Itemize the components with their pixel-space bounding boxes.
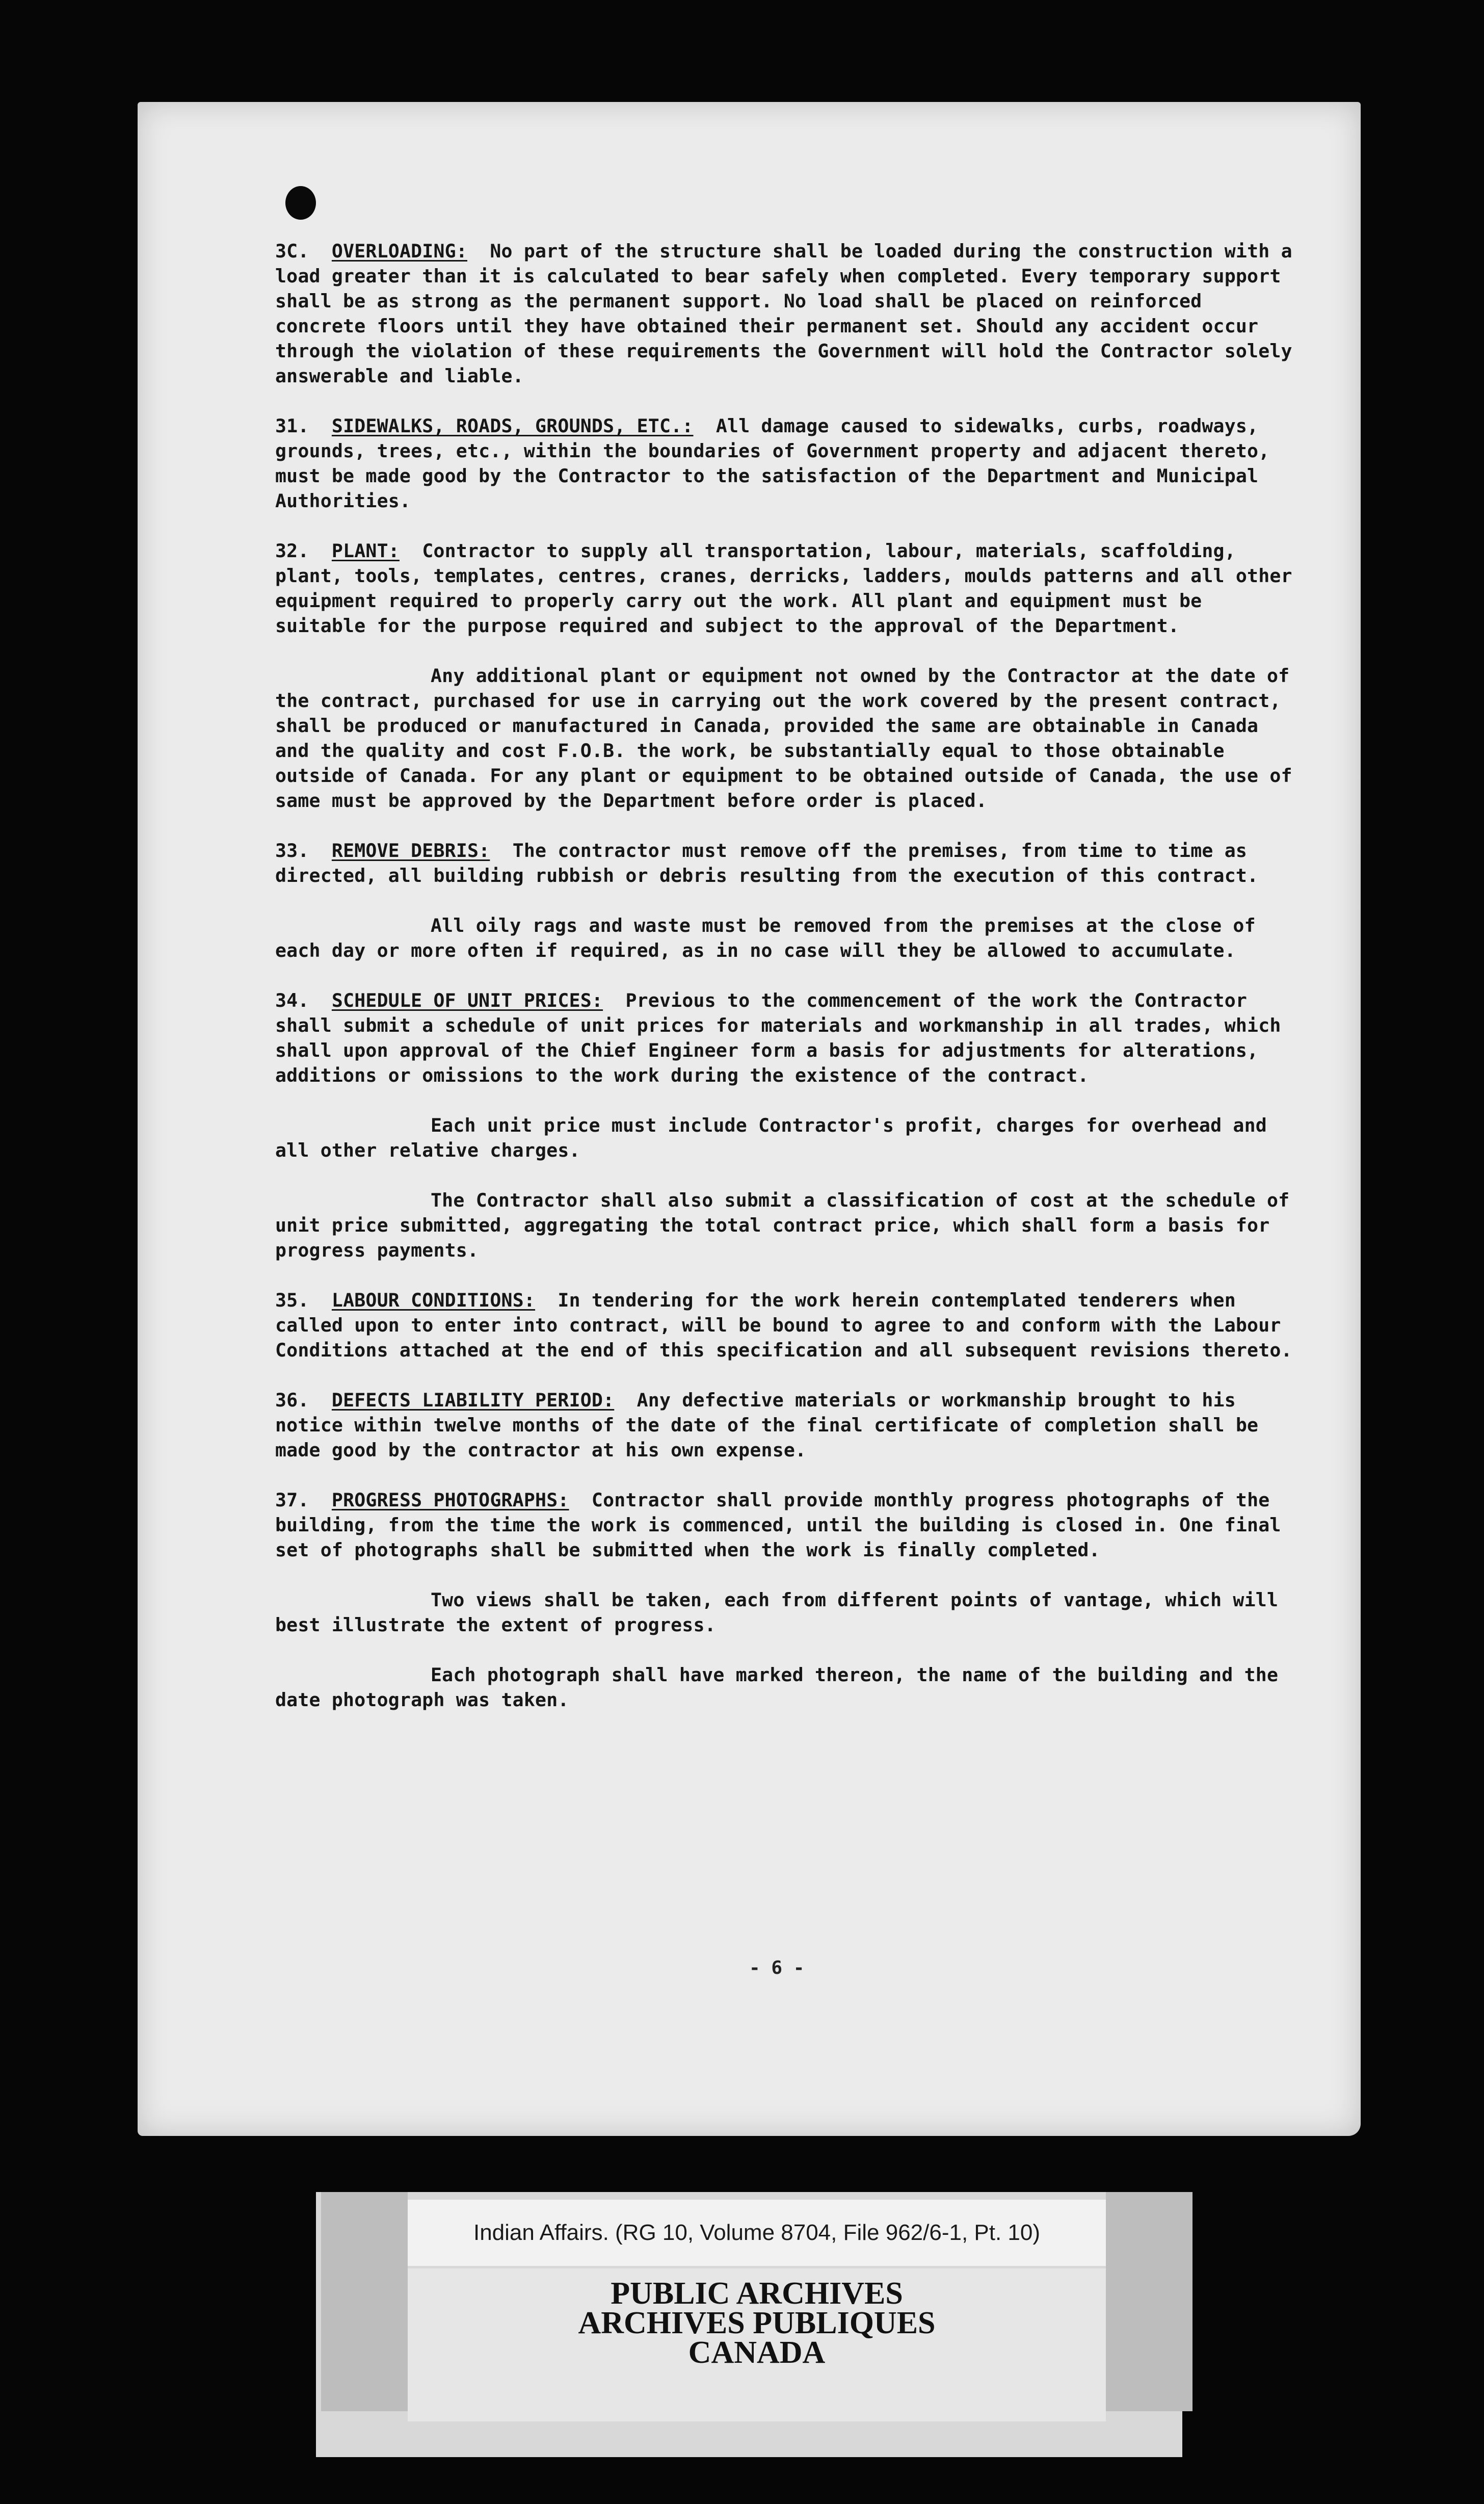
clause-33-paragraph-2: All oily rags and waste must be removed from the premises at the close of each day or more often if required, as in no case will they be allowed to accumulate. xyxy=(275,915,1267,961)
clause-number: 3C. xyxy=(275,240,309,262)
stamp-line-1: PUBLIC ARCHIVES xyxy=(611,2276,903,2311)
clause-31 xyxy=(275,413,1300,513)
clause-37 xyxy=(275,1488,1300,1562)
clause-heading: PLANT: xyxy=(331,540,400,562)
clause-body: No part of the structure shall be loaded during the construction with a load greater than it is calculated to bear safely when completed. Every temporary support shall be as strong as the permanent support. No load shall be placed on reinforced concrete floors until they have obtained their permanent set. Should any accident occur through the violation of these requirements the Government will hold the Contractor solely answerable and liable. xyxy=(275,240,1304,387)
clause-number: 33. xyxy=(275,840,309,862)
clause-heading: SCHEDULE OF UNIT PRICES: xyxy=(331,989,603,1011)
clause-number: 37. xyxy=(275,1489,309,1511)
clause-35 xyxy=(275,1288,1300,1363)
clause-34-paragraph-2: Each unit price must include Contractor's profit, charges for overhead and all other relative charges. xyxy=(275,1114,1279,1161)
punch-hole xyxy=(285,186,316,220)
clause-34-paragraph-3: The Contractor shall also submit a classification of cost at the schedule of unit price submitted, aggregating the total contract price, which shall form a basis for progress payments. xyxy=(275,1189,1301,1261)
clause-number: 35. xyxy=(275,1289,309,1311)
clause-body: Any defective materials or workmanship brought to his notice within twelve months of the date of the final certificate of completion shall be made good by the contractor at his own expense. xyxy=(275,1389,1270,1461)
document-page xyxy=(138,102,1361,2136)
stamp-line-2: ARCHIVES PUBLIQUES xyxy=(578,2306,936,2340)
clause-heading: REMOVE DEBRIS: xyxy=(331,840,490,862)
archive-reference: Indian Affairs. (RG 10, Volume 8704, File 962/6-1, Pt. 10) xyxy=(473,2220,1041,2245)
clause-body: Contractor shall provide monthly progress photographs of the building, from the time the work is commenced, until the building is closed in. One final set of photographs shall be submitted when the work is finally completed. xyxy=(275,1489,1292,1561)
clause-number: 36. xyxy=(275,1389,309,1411)
clause-33 xyxy=(275,838,1300,888)
clause-heading: DEFECTS LIABILITY PERIOD: xyxy=(331,1389,615,1411)
clause-34 xyxy=(275,988,1300,1088)
archive-stamp xyxy=(408,2268,1106,2421)
clause-heading: PROGRESS PHOTOGRAPHS: xyxy=(331,1489,569,1511)
clause-number: 34. xyxy=(275,989,309,1011)
clause-body: Contractor to supply all transportation, labour, materials, scaffolding, plant, tools, templates, centres, cranes, derricks, ladders, moulds patterns and all other equipment required to properly carry out the work. All plant and equipment must be suitable for the purpose required and subject to the approval of the Department. xyxy=(275,540,1304,637)
page-number: - 6 - xyxy=(749,1958,805,1978)
clause-36 xyxy=(275,1388,1300,1463)
clause-body: The contractor must remove off the premises, from time to time as directed, all building rubbish or debris resulting from the execution of this contract. xyxy=(275,840,1259,886)
clause-body: In tendering for the work herein contemplated tenderers when called upon to enter into contract, will be bound to agree to and conform with the Labour Conditions attached at the end of this specification and all subsequent revisions thereto. xyxy=(275,1289,1292,1361)
clause-32 xyxy=(275,538,1304,638)
clause-heading: OVERLOADING: xyxy=(331,240,467,262)
label-holder-right xyxy=(1106,2192,1192,2411)
clause-37-paragraph-3: Each photograph shall have marked thereon, the name of the building and the date photograph was taken. xyxy=(275,1664,1290,1711)
clause-body: Previous to the commencement of the work the Contractor shall submit a schedule of unit prices for materials and workmanship in all trades, which shall upon approval of the Chief Engineer form a basis for adjustments for alterations, additions or omissions to the work during the existence of the contract. xyxy=(275,989,1292,1086)
clause-30 xyxy=(275,239,1304,388)
clause-37-paragraph-2: Two views shall be taken, each from different points of vantage, which will best illustrate the extent of progress. xyxy=(275,1589,1290,1636)
archive-reference-label xyxy=(408,2200,1106,2266)
clause-32-paragraph-2: Any additional plant or equipment not owned by the Contractor at the date of the contract, purchased for use in carrying out the work covered by the present contract, shall be produced or manufactured in Canada, provided the same are obtainable in Canada and the quality and cost F.O.B. the work, be substantially equal to those obtainable outside of Canada. For any plant or equipment to be obtained outside of Canada, the use of same must be approved by the Department before order is placed. xyxy=(275,665,1304,812)
label-holder-left xyxy=(321,2192,408,2411)
clause-number: 31. xyxy=(275,415,309,437)
clause-heading: LABOUR CONDITIONS: xyxy=(331,1289,536,1311)
specification-text xyxy=(275,239,1304,1737)
stamp-line-3: CANADA xyxy=(688,2335,826,2370)
clause-number: 32. xyxy=(275,540,309,562)
clause-body: All damage caused to sidewalks, curbs, roadways, grounds, trees, etc., within the boundaries of Government property and adjacent thereto, must be made good by the Contractor to the satisfaction of the Department and Municipal Authorities. xyxy=(275,415,1281,512)
clause-heading: SIDEWALKS, ROADS, GROUNDS, ETC.: xyxy=(331,415,694,437)
